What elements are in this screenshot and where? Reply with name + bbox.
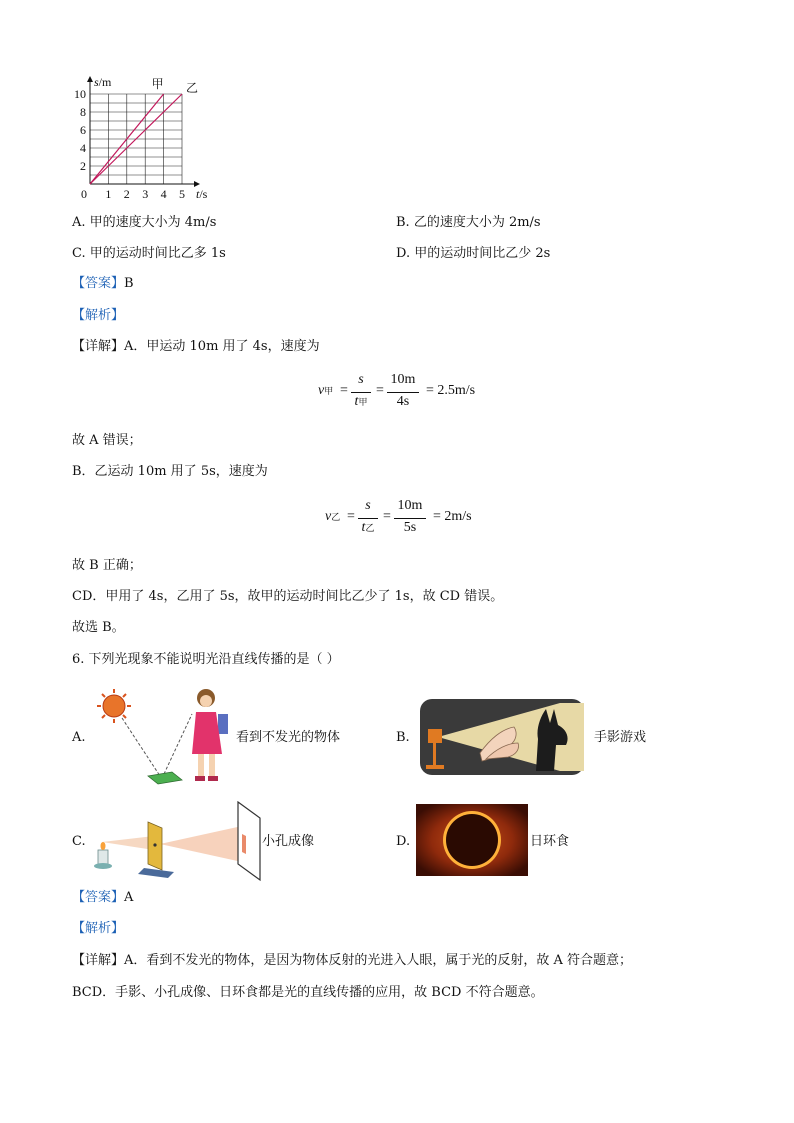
detail-6-line-2: BCD．手影、小孔成像、日环食都是光的直线传播的应用，故 BCD 不符合题意。 (72, 985, 544, 1000)
origin-label: 0 (81, 187, 87, 201)
q6-option-a-letter: A. (72, 730, 86, 745)
option-b: B. 乙的速度大小为 2m/s (396, 215, 541, 230)
formula-den: t甲 (354, 394, 368, 409)
st-graph (70, 64, 230, 204)
q6-option-c-text: 小孔成像 (262, 834, 315, 849)
q6-option-c-letter: C. (72, 834, 86, 849)
y-axis-arrow (87, 76, 93, 82)
reflection-illustration (92, 684, 234, 792)
analysis-label-5: 【解析】 (72, 308, 125, 323)
x-tick-label: 2 (123, 187, 130, 201)
answer-value: B (124, 276, 134, 291)
q6-option-b-text: 手影游戏 (594, 730, 647, 745)
detail-line-3: B．乙运动 10m 用了 5s，速度为 (72, 464, 268, 479)
question-6-stem: 6. 下列光现象不能说明光沿直线传播的是（ ） (72, 652, 340, 667)
option-a: A. 甲的速度大小为 4m/s (72, 215, 217, 230)
screen-icon (238, 802, 260, 880)
girl-icon (192, 689, 228, 781)
q6-option-b-letter: B. (396, 730, 410, 745)
hand-shadow-illustration (420, 699, 584, 775)
answer-label: 【答案】 (72, 890, 125, 905)
detail-line-1: 【详解】A．甲运动 10m 用了 4s，速度为 (72, 339, 320, 354)
series-label-yi: 乙 (185, 81, 199, 95)
x-tick-label: 5 (179, 187, 185, 201)
option-c: C. 甲的运动时间比乙多 1s (72, 246, 226, 261)
answer-6 (72, 889, 133, 907)
analysis-label-6: 【解析】 (72, 921, 125, 936)
formula-v: v甲 (318, 383, 334, 398)
y-tick-label: 10 (74, 87, 86, 101)
detail-line-2: 故 A 错误； (72, 433, 142, 448)
x-tick-label: 4 (160, 187, 167, 201)
answer-value: A (124, 890, 134, 905)
x-axis-label: t/s (196, 187, 208, 201)
detail-line-4: 故 B 正确； (72, 558, 142, 573)
candle-icon (94, 842, 112, 869)
pinhole-board-icon (138, 822, 174, 878)
annular-eclipse-image (416, 804, 528, 876)
detail-6-line-1: 【详解】A．看到不发光的物体，是因为物体反射的光进入人眼，属于光的反射，故 A 符合题意； (72, 953, 633, 968)
sun-icon (97, 689, 131, 723)
y-tick-label: 6 (80, 123, 86, 137)
q6-option-d-text: 日环食 (530, 834, 570, 849)
book-icon (148, 772, 182, 784)
q6-option-a-text: 看到不发光的物体 (236, 730, 341, 745)
detail-line-6: 故选 B。 (72, 620, 125, 635)
y-tick-label: 4 (80, 141, 86, 155)
q6-option-d-letter: D. (396, 834, 411, 849)
formula-speed-yi: v乙 = s t乙 = 10m 5s = 2m/s (325, 498, 472, 535)
formula-num: s (358, 372, 364, 387)
y-axis-label: s/m (94, 75, 112, 89)
detail-line-5: CD．甲用了 4s，乙用了 5s，故甲的运动时间比乙少了 1s，故 CD 错误。 (72, 589, 504, 604)
pinhole-illustration (92, 798, 262, 882)
x-tick-label: 3 (142, 187, 149, 201)
y-tick-label: 2 (80, 159, 86, 173)
formula-speed-jia: v甲 = s t甲 = 10m 4s = 2.5m/s (318, 372, 476, 409)
x-tick-label: 1 (105, 187, 112, 201)
answer-5 (72, 275, 134, 293)
answer-label: 【答案】 (72, 276, 125, 291)
y-tick-label: 8 (80, 105, 86, 119)
series-label-jia: 甲 (151, 77, 164, 91)
option-d: D. 甲的运动时间比乙少 2s (396, 246, 551, 261)
